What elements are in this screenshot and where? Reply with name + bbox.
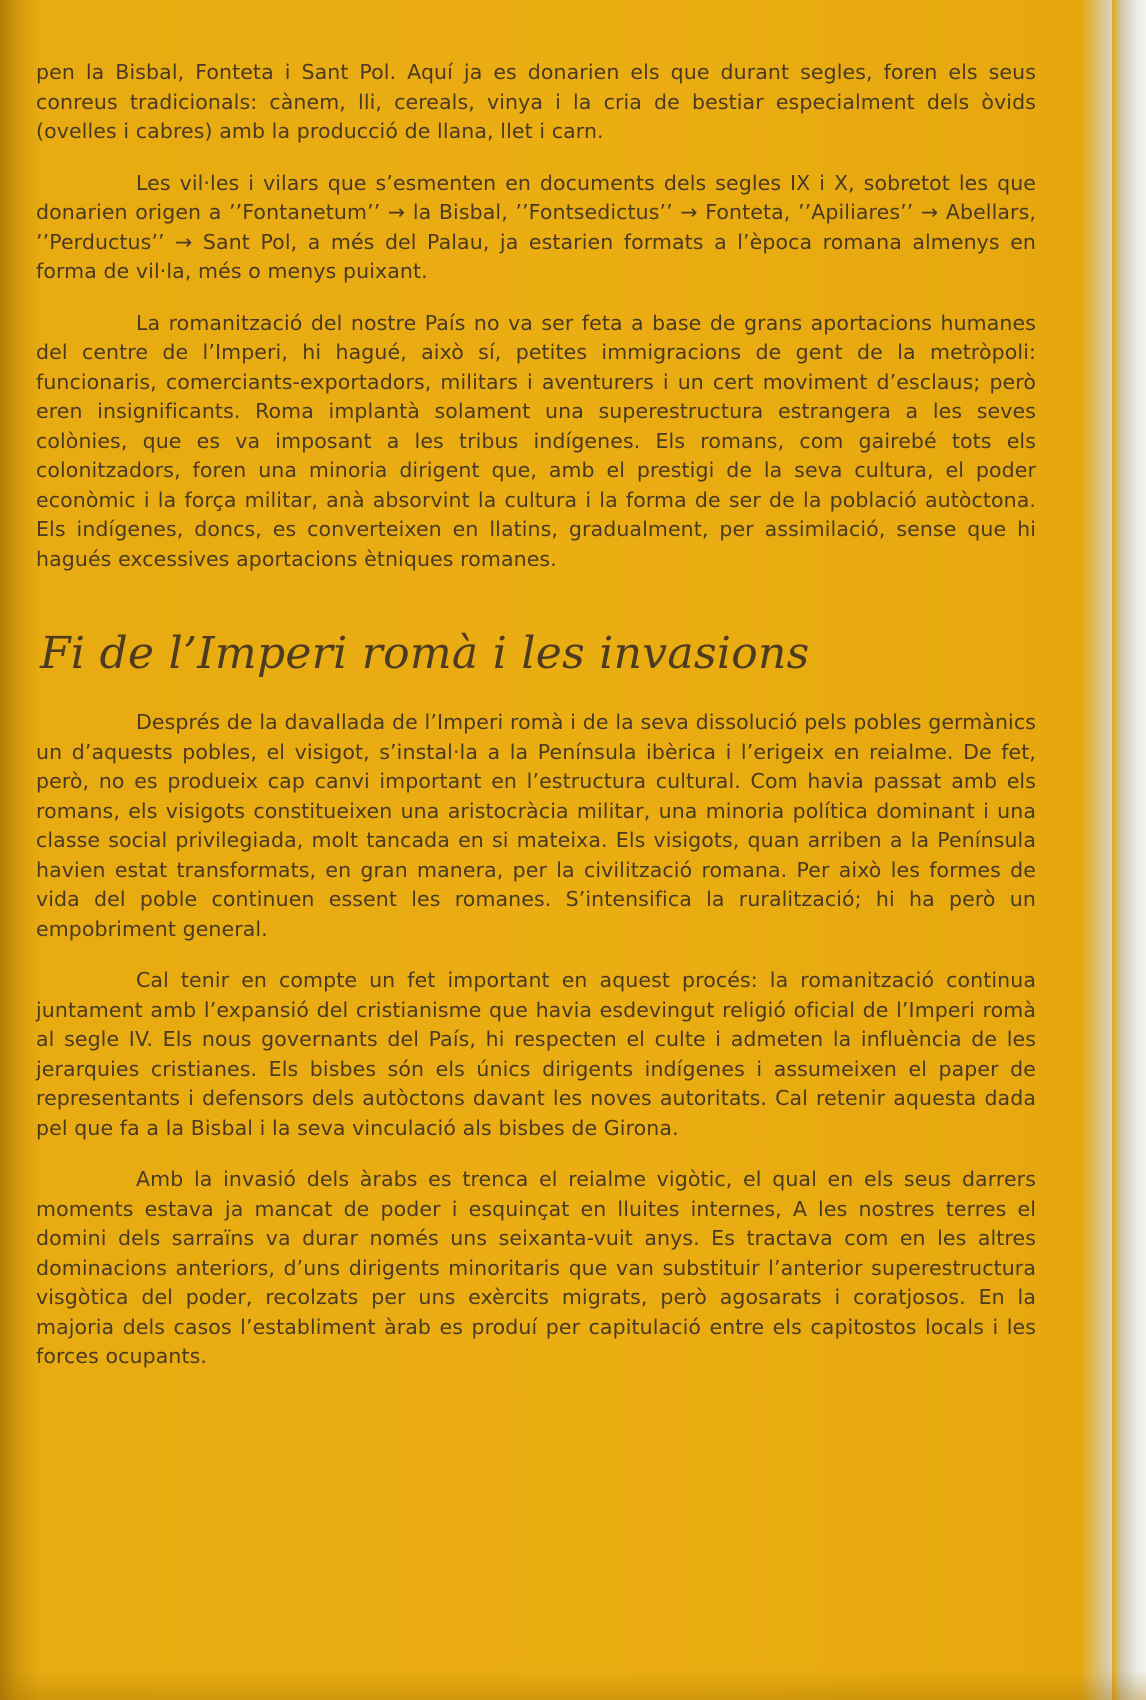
next-page-edge [1112,0,1146,1700]
page-bottom-shadow [0,1670,1146,1700]
section-heading: Fi de l’Imperi romà i les invasions [40,628,810,679]
paragraph-arabs: Amb la invasió dels àrabs es trenca el reialme vigòtic, el qual en els seus darrers moments estava ja mancat de poder i esquinçat en lluites internes, A les nostres terres el domini dels sarraïns va durar només uns seixanta-vuit anys. Es tractava com en les altres dominacions anteriors, d’uns dirigents minoritaris que van substituir l’anterior superestructura visgòtica del poder, recolzats per uns exèrcits migrats, però agosarats i coratjosos. En la majoria dels casos l’establiment àrab es produí per capitulació entre els capitostos locals i les forces ocupants. [36,1167,1036,1368]
paragraph-villes: Les vil·les i vilars que s’esmenten en documents dels segles IX i X, sobretot les que donarien origen a ’’Fontanetum’’ → la Bisbal, ’’Fontsedictus’’ → Fonteta, ’’Apiliares’’ → Abellars, ’’Perductus’’ → Sant Pol, a més del Palau, ja estarien formats a l’època romana almenys en forma de vil·la, més o menys puixant. [36,170,1036,283]
paragraph-cristianisme: Cal tenir en compte un fet important en aquest procés: la romanització continua juntament amb l’expansió del cristianisme que havia esdevingut religió oficial de l’Imperi romà al segle IV. Els nous governants del País, hi respecten el culte i admeten la influència de les jerarquies cristianes. Els bisbes són els únics dirigents indígenes i assumeixen el paper de representants i defensors dels autòctons davant les noves autoritats. Cal retenir aquesta dada pel que fa a la Bisbal i la seva vinculació als bisbes de Girona. [36,968,1036,1140]
page-text [36,58,1036,1394]
paragraph-romanitzacio: La romanització del nostre País no va ser feta a base de grans aportacions humanes del centre de l’Imperi, hi hagué, això sí, petites immigracions de gent de la metròpoli: funcionaris, comerciants-exportadors, militars i aventurers i un cert moviment d’esclaus; però eren insignificants. Roma implantà solament una superestructura estrangera a les seves colònies, que es va imposant a les tribus indígenes. Els romans, com gairebé tots els colonitzadors, foren una minoria dirigent que, amb el prestigi de la seva cultura, el poder econòmic i la força militar, anà absorvint la cultura i la forma de ser de la població autòctona. Els indígenes, doncs, es converteixen en llatins, gradualment, per assimilació, sense que hi hagués excessives aportacions ètniques romanes. [36,310,1036,571]
paragraph-continuation: pen la Bisbal, Fonteta i Sant Pol. Aquí ja es donarien els que durant segles, foren els seus conreus tradicionals: cànem, lli, cereals, vinya i la cria de bestiar especialment dels òvids (ovelles i cabres) amb la producció de llana, llet i carn. [36,60,1036,143]
paragraph-visigots: Després de la davallada de l’Imperi romà i de la seva dissolució pels pobles germànics un d’aquests pobles, el visigot, s’instal·la a la Península ibèrica i l’erigeix en reialme. De fet, però, no es produeix cap canvi important en l’estructura cultural. Com havia passat amb els romans, els visigots constitueixen una aristocràcia militar, una minoria política dominant i una classe social privilegiada, molt tancada en si mateixa. Els visigots, quan arriben a la Península havien estat transformats, en gran manera, per la civilització romana. Per això les formes de vida del poble continuen essent les romanes. S’intensifica la ruralització; hi ha però un empobriment general. [36,710,1036,941]
